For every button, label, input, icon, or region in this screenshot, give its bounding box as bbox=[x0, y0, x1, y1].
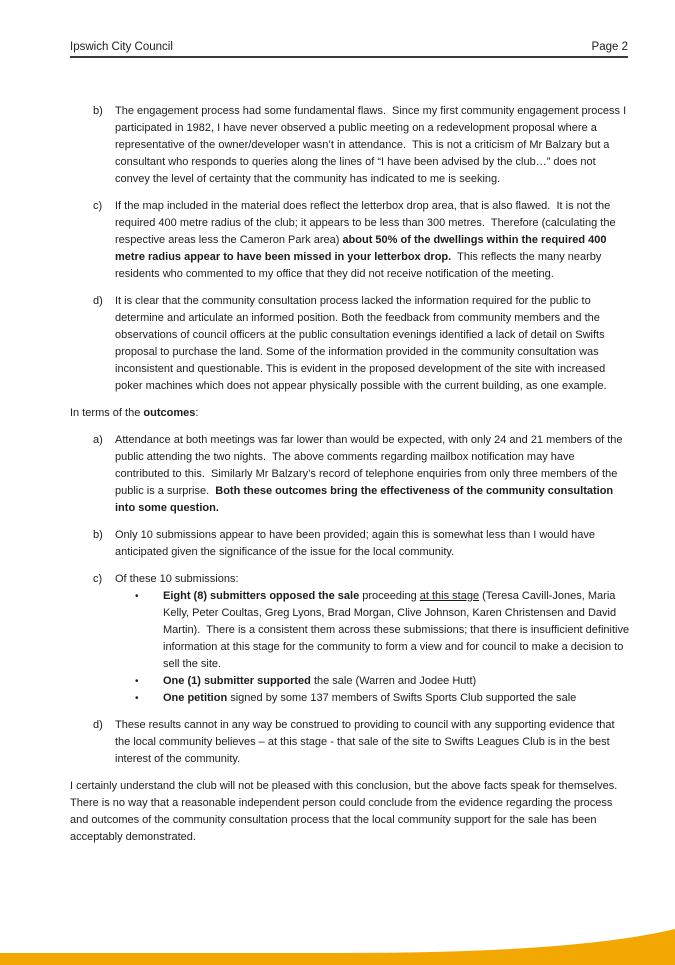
list-item bbox=[70, 198, 630, 283]
list-item-text bbox=[115, 717, 630, 768]
bullet-icon: • bbox=[135, 676, 139, 687]
text-segment: Only 10 submissions appear to have been provided; again this is somewhat less than I would have anticipated given the significance of the issue for the local community. bbox=[115, 529, 599, 558]
list-item bbox=[70, 717, 630, 768]
text-segment: at this stage bbox=[419, 590, 480, 602]
text-segment: the sale (Warren and Jodee Hutt) bbox=[310, 675, 477, 687]
paragraph bbox=[70, 778, 630, 846]
header-title: Ipswich City Council bbox=[70, 41, 173, 53]
footer-swoosh-shape bbox=[0, 929, 675, 965]
text-segment: In terms of the bbox=[70, 407, 144, 419]
document-body bbox=[70, 103, 633, 856]
text-segment: signed by some 137 members of Swifts Sports Club supported the sale bbox=[227, 692, 577, 704]
list-item-text bbox=[115, 198, 630, 283]
text-segment: proceeding bbox=[359, 590, 420, 602]
list-marker: c) bbox=[93, 200, 103, 212]
text-segment: If the map included in the material does reflect the letterbox drop area, that is also flawed. It is not the required 400 metre radius of the club; it appears to be less than 300 metres. Therefore (calculating the respective areas less the Cameron Park area) bbox=[115, 200, 619, 246]
text-segment: about 50% of the dwellings within the required 400 metre radius appear to have been missed in your letterbox drop. bbox=[115, 234, 610, 263]
list-item-text bbox=[115, 571, 633, 707]
list-item bbox=[70, 103, 630, 188]
text-segment: One petition bbox=[163, 692, 228, 704]
list-marker: d) bbox=[93, 719, 103, 731]
list-marker: c) bbox=[93, 573, 103, 585]
bullet-icon: • bbox=[135, 591, 139, 602]
text-segment: outcomes bbox=[143, 407, 196, 419]
list-item-text bbox=[115, 293, 630, 395]
bullet-item bbox=[115, 673, 630, 690]
bullet-item-text bbox=[163, 588, 633, 673]
list-marker: a) bbox=[93, 434, 103, 446]
text-segment: These results cannot in any way be construed to providing to council with any supporting evidence that the local community believes – at this stage - that sale of the site to Swifts Leagues Club is in the best interest of the community. bbox=[115, 719, 618, 765]
footer-swoosh bbox=[0, 905, 675, 965]
bullet-item bbox=[115, 690, 630, 707]
header-page-number: Page 2 bbox=[591, 41, 628, 53]
text-segment: This reflects the many nearby residents who commented to my office that they did not receive notification of the meeting. bbox=[115, 251, 605, 280]
text-segment: Of these 10 submissions: bbox=[115, 573, 239, 585]
paragraph bbox=[70, 405, 630, 422]
bullet-item-text bbox=[163, 690, 630, 707]
text-segment: The engagement process had some fundamental flaws. Since my first community engagement process I participated in 1982, I have never observed a public meeting on a redevelopment proposal where a representative of the owner/developer wasn’t in attendance. This is not a criticism of Mr Balzary but a consultant who responds to queries along the lines of “I have been advised by the club…” does not convey the level of certainty that the community has indicated to me is seeking. bbox=[115, 105, 630, 185]
list-marker: d) bbox=[93, 295, 103, 307]
list-item bbox=[70, 432, 630, 517]
list-item bbox=[70, 527, 630, 561]
list-marker: b) bbox=[93, 529, 103, 541]
letter-list bbox=[70, 432, 633, 768]
list-item-text bbox=[115, 103, 630, 188]
page-header bbox=[70, 40, 628, 58]
letter-list bbox=[70, 103, 630, 395]
bullet-icon: • bbox=[135, 693, 139, 704]
text-segment: One (1) submitter supported bbox=[163, 675, 311, 687]
text-segment: Eight (8) submitters opposed the sale bbox=[163, 590, 360, 602]
text-segment: I certainly understand the club will not be pleased with this conclusion, but the above facts speak for themselves. There is no way that a reasonable independent person could conclude from the evidence regarding the process and outcomes of the community consultation process that the local community support for the sale has been acceptably demonstrated. bbox=[70, 780, 624, 843]
text-segment: (Teresa Cavill-Jones, Maria Kelly, Peter Coultas, Greg Lyons, Brad Morgan, Clive Johnson, Karen Christensen and David Martin). There is a consistent them across these submissions; that there is insufficient definitive information at this stage for the community to form a view and for council to make a decision to sell the site. bbox=[163, 590, 633, 670]
bullet-list bbox=[115, 588, 633, 707]
list-marker: b) bbox=[93, 105, 103, 117]
list-item bbox=[70, 293, 630, 395]
text-segment: It is clear that the community consultation process lacked the information required for the public to determine and articulate an informed position. Both the feedback from community members and the observations of council officers at the public consultation evenings identified a lack of detail on Swifts proposal to purchase the land. Some of the information provided in the community consultation was inconsistent and questionable. This is evident in the proposed development of the site with increased poker machines which does not appear physically possible with the current building, as one example. bbox=[115, 295, 609, 392]
list-item-text bbox=[115, 527, 630, 561]
text-segment: Both these outcomes bring the effectiveness of the community consultation into some question. bbox=[115, 485, 617, 514]
text-segment: : bbox=[195, 407, 199, 419]
list-item-text bbox=[115, 432, 630, 517]
bullet-item-text bbox=[163, 673, 630, 690]
bullet-item bbox=[115, 588, 633, 673]
list-item bbox=[70, 571, 633, 707]
text-segment: Attendance at both meetings was far lower than would be expected, with only 24 and 21 members of the public attending the two nights. The above comments regarding mailbox notification may have contributed to this. Similarly Mr Balzary’s record of telephone enquiries from only three members of the public is a surprise. bbox=[115, 434, 626, 497]
